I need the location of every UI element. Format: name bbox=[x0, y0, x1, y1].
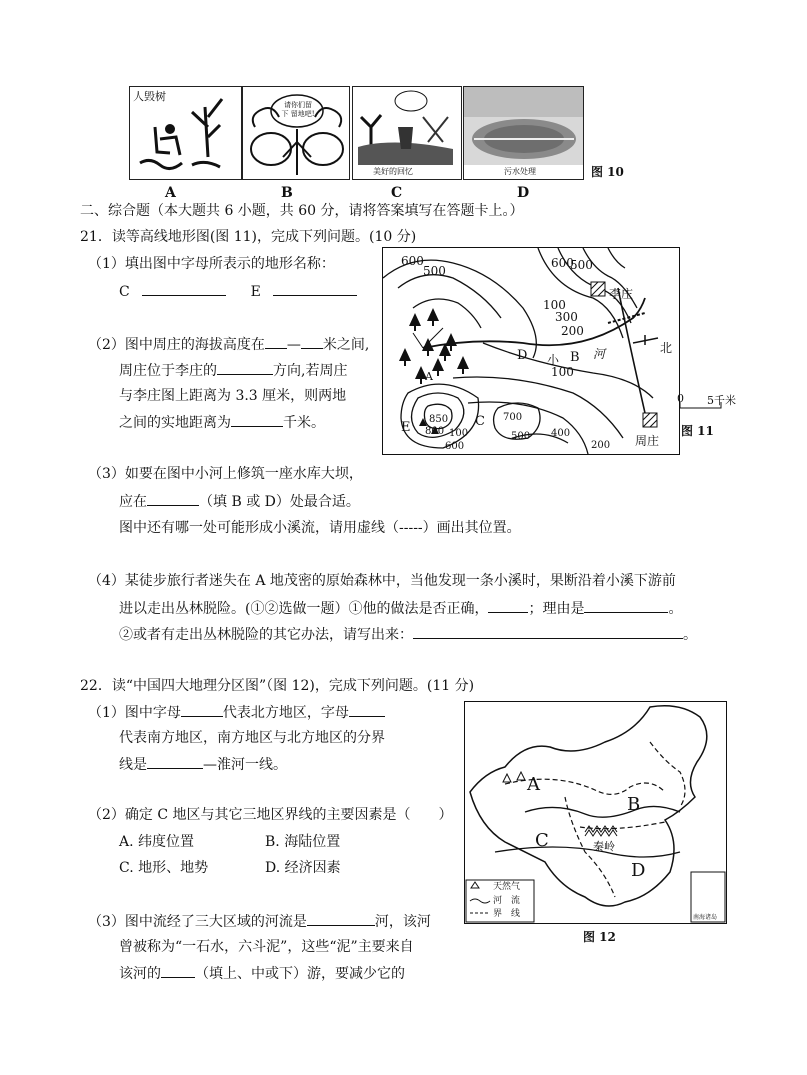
fig12-label-c: C bbox=[535, 830, 549, 851]
fig11-label-850: 850 bbox=[429, 414, 449, 425]
fig11-label-100-mid: 100 bbox=[551, 365, 574, 379]
q22-part3-text-d: （填上、中或下）游，要减少它的 bbox=[195, 966, 405, 982]
q22-reach-blank[interactable] bbox=[161, 963, 195, 978]
q22-part1-line1 bbox=[88, 702, 385, 723]
fig11-label-600-right: 600 bbox=[551, 256, 574, 270]
fig11-contour-map bbox=[382, 247, 680, 455]
q21-part3-text-a: 应在 bbox=[119, 494, 147, 510]
q21-part2-dash: — bbox=[286, 337, 301, 353]
q22-part1-text-b: 代表北方地区，字母 bbox=[222, 705, 349, 721]
fig12-label-a: A bbox=[527, 774, 540, 795]
q22-part3-line3 bbox=[119, 963, 405, 984]
fig11-label-400: 400 bbox=[551, 428, 571, 439]
q22-stem: 22．读“中国四大地理分区图”（图 12)，完成下列问题。(11 分) bbox=[80, 678, 475, 694]
section2-title: 二、综合题（本大题共 6 小题，共 60 分，请将答案填写在答题卡上。） bbox=[80, 203, 524, 219]
q21-stem: 21．读等高线地形图(图 11)，完成下列问题。(10 分) bbox=[80, 229, 417, 245]
fig10-panel-c-caption: 美好的回忆 bbox=[373, 167, 413, 176]
q22-part1-line3 bbox=[119, 754, 287, 775]
q21-part4-line3 bbox=[119, 624, 697, 645]
q21-e-answer-blank[interactable] bbox=[273, 281, 357, 296]
q21-e-label: E bbox=[250, 284, 261, 300]
q21-height-high-blank[interactable] bbox=[301, 334, 323, 349]
fig11-label-b: B bbox=[570, 350, 580, 365]
q22-boundary-blank[interactable] bbox=[147, 754, 203, 769]
q22-north-letter-blank[interactable] bbox=[181, 702, 223, 717]
q21-other-method-blank[interactable] bbox=[413, 624, 683, 639]
q22-river-blank[interactable] bbox=[307, 911, 375, 926]
fig11-scale-km: 5千米 bbox=[707, 394, 736, 407]
fig11-label-xiao: 小 bbox=[547, 353, 560, 367]
q22-part1-text-c: 线是 bbox=[119, 757, 147, 773]
q21-part2-line2 bbox=[119, 360, 347, 381]
q21-part2-dist-text-b: 千米。 bbox=[283, 415, 325, 431]
fig10-panel-c bbox=[352, 86, 462, 180]
q21-height-low-blank[interactable] bbox=[265, 334, 287, 349]
q21-part4-text-b: ；理由是 bbox=[528, 601, 585, 617]
q22-option-b[interactable]: B. 海陆位置 bbox=[265, 834, 341, 850]
fig10-panel-d bbox=[463, 86, 584, 180]
fig10-label-b: B bbox=[281, 185, 293, 201]
q22-option-c[interactable]: C. 地形、地势 bbox=[119, 860, 209, 876]
q21-reason-blank[interactable] bbox=[584, 598, 668, 613]
fig12-legend-border: 界 线 bbox=[493, 909, 521, 919]
fig11-scale-zero: 0 bbox=[677, 392, 684, 405]
q21-part4-text-e: 。 bbox=[683, 627, 697, 643]
fig11-label-500-top: 500 bbox=[423, 264, 446, 278]
q22-part3-text-b: 河，该河 bbox=[374, 914, 431, 930]
q21-part2-line1 bbox=[88, 334, 369, 355]
q21-part3-line1: （3）如要在图中小河上修筑一座水库大坝， bbox=[88, 466, 363, 482]
fig10-panel-b-text: 请你们留下 留地吧! bbox=[281, 101, 315, 118]
q22-part3-line1 bbox=[88, 911, 431, 932]
q21-part4-line2 bbox=[119, 598, 682, 619]
fig11-label-100-right: 100 bbox=[543, 298, 566, 312]
q21-part3-line2 bbox=[119, 491, 360, 512]
fig12-label-d: D bbox=[631, 860, 646, 881]
fig10-panel-a-text: 人毁树 bbox=[133, 90, 166, 103]
q21-part2-dir-text-b: 方向,若周庄 bbox=[273, 363, 348, 379]
fig12-inset-label: 南海诸岛 bbox=[693, 914, 718, 921]
q21-dam-site-blank[interactable] bbox=[147, 491, 199, 506]
fig11-label-c: C bbox=[475, 414, 485, 429]
q21-part1: （1）填出图中字母所表示的地形名称： bbox=[88, 256, 335, 272]
fig12-china-map bbox=[464, 701, 727, 924]
fig10-panel-a bbox=[129, 86, 242, 180]
fig11-label-800: 800 bbox=[425, 426, 445, 437]
fig11-label-200-bottom: 200 bbox=[591, 440, 611, 451]
fig10-panel-b bbox=[242, 86, 350, 180]
q21-part2-dist-text-a: 之间的实地距离为 bbox=[119, 415, 231, 431]
fig10-label-a: A bbox=[165, 185, 176, 201]
fig11-label-e: E bbox=[401, 420, 411, 435]
fig11-label-500-bottom: 500 bbox=[511, 431, 531, 442]
q22-part3-line2: 曾被称为“一石水，六斗泥”，这些“泥”主要来自 bbox=[119, 939, 414, 955]
q21-part2-line4 bbox=[119, 412, 325, 433]
q21-part4-line1: （4）某徒步旅行者迷失在 A 地茂密的原始森林中，当他发现一条小溪时，果断沿着小溪下游前 bbox=[88, 573, 676, 589]
fig11-caption: 图 11 bbox=[681, 424, 714, 438]
q22-south-letter-blank[interactable] bbox=[349, 702, 385, 717]
q21-part4-text-a: 进以走出丛林脱险。(①②选做一题）①他的做法是否正确， bbox=[119, 601, 489, 617]
q22-part3-text-a: （3）图中流经了三大区域的河流是 bbox=[88, 914, 307, 930]
q22-part1-text-a: （1）图中字母 bbox=[88, 705, 181, 721]
fig11-label-200-right: 200 bbox=[561, 324, 584, 338]
fig11-label-d: D bbox=[517, 348, 528, 363]
fig11-label-600-top: 600 bbox=[401, 254, 424, 268]
q22-option-d[interactable]: D. 经济因素 bbox=[265, 860, 341, 876]
q22-part2-stem: （2）确定 C 地区与其它三地区界线的主要因素是（ ） bbox=[88, 807, 453, 823]
fig11-label-500-right: 500 bbox=[570, 258, 593, 272]
q21-part2-line3: 与李庄图上距离为 3.3 厘米，则两地 bbox=[119, 388, 347, 404]
q21-correct-blank[interactable] bbox=[488, 598, 528, 613]
q21-part4-text-c: 。 bbox=[668, 601, 683, 617]
q21-part3-text-b: （填 B 或 D）处最合适。 bbox=[199, 494, 360, 510]
fig11-contours bbox=[383, 248, 679, 454]
q21-part2-dir-text-a: 周庄位于李庄的 bbox=[119, 363, 217, 379]
fig10-label-c: C bbox=[391, 185, 403, 201]
q21-c-answer-blank[interactable] bbox=[142, 281, 226, 296]
fig10-label-d: D bbox=[517, 185, 530, 201]
fig11-label-zhouzhuang: 周庄 bbox=[635, 434, 660, 448]
q21-part2-text-a: （2）图中周庄的海拔高度在 bbox=[88, 337, 265, 353]
fig11-north-label: 北 bbox=[660, 341, 673, 355]
fig11-scale-bar bbox=[677, 392, 739, 420]
q22-part3-text-c: 该河的 bbox=[119, 966, 161, 982]
q22-option-a[interactable]: A. 纬度位置 bbox=[119, 834, 195, 850]
fig11-label-100-left: 100 bbox=[449, 428, 469, 439]
q21-c-row bbox=[119, 281, 357, 302]
fig12-label-qinling: 秦岭 bbox=[593, 840, 615, 853]
fig11-label-700: 700 bbox=[503, 412, 523, 423]
q21-c-label: C bbox=[119, 284, 130, 300]
q21-part3-line3: 图中还有哪一处可能形成小溪流，请用虚线（-----）画出其位置。 bbox=[119, 520, 521, 536]
fig10-caption: 图 10 bbox=[591, 165, 624, 179]
q22-part1-line2: 代表南方地区，南方地区与北方地区的分界 bbox=[119, 730, 385, 746]
fig12-caption: 图 12 bbox=[583, 930, 616, 944]
fig11-label-lizhuang: 李庄 bbox=[609, 287, 634, 301]
fig11-label-he: 河 bbox=[593, 347, 606, 361]
q21-direction-blank[interactable] bbox=[217, 360, 273, 375]
q21-part2-text-b: 米之间, bbox=[322, 337, 370, 353]
q21-distance-blank[interactable] bbox=[231, 412, 283, 427]
q22-part1-text-d: —淮河一线。 bbox=[203, 757, 287, 773]
stump-cartoon-drawing bbox=[130, 87, 241, 179]
fig11-label-300-right: 300 bbox=[555, 310, 578, 324]
fig11-label-600-left: 600 bbox=[445, 441, 465, 452]
q21-part4-text-d: ②或者有走出丛林脱险的其它办法，请写出来： bbox=[119, 627, 413, 643]
fig12-legend-gas: 天然气 bbox=[493, 882, 521, 892]
fig12-label-b: B bbox=[627, 794, 641, 815]
fig10-panel-d-caption: 污水处理 bbox=[504, 167, 536, 176]
fig12-legend-river: 河 流 bbox=[493, 896, 521, 906]
fig11-label-a: A bbox=[425, 370, 433, 383]
